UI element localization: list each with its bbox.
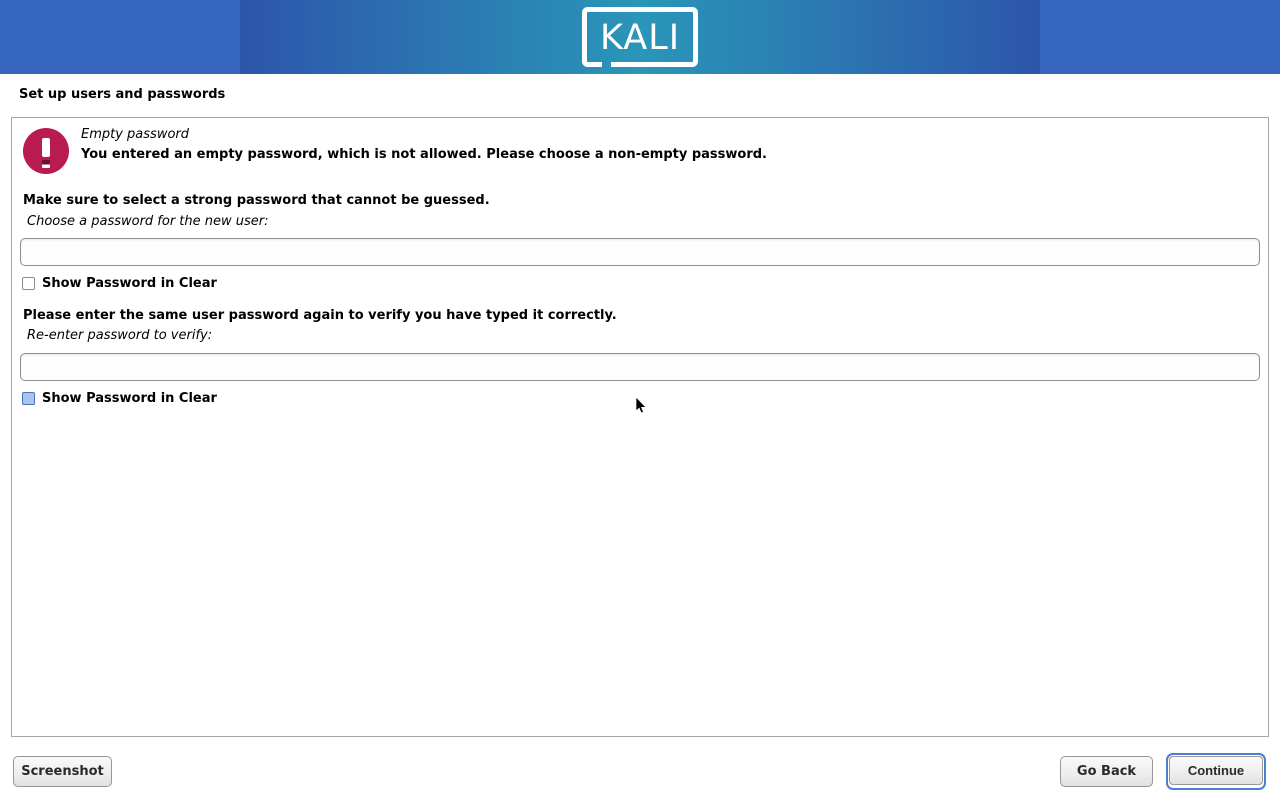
- kali-logo-text: KALI: [599, 18, 681, 58]
- screenshot-button[interactable]: Screenshot: [13, 756, 112, 787]
- error-icon-exclamation-dot: [42, 160, 50, 168]
- continue-button-focus-ring: [1166, 753, 1266, 790]
- show-verify-password-checkbox[interactable]: [22, 392, 35, 405]
- error-icon-exclamation-bar: [42, 138, 50, 157]
- error-title: Empty password: [81, 127, 189, 142]
- page-title: Set up users and passwords: [19, 87, 226, 102]
- kali-logo-icon: [582, 7, 698, 67]
- mouse-cursor: [636, 397, 648, 415]
- show-password-checkbox[interactable]: [22, 277, 35, 290]
- error-message: You entered an empty password, which is not allowed. Please choose a non-empty password.: [81, 147, 767, 162]
- error-icon: [23, 128, 69, 174]
- show-password-label[interactable]: Show Password in Clear: [42, 276, 217, 291]
- verify-password-input[interactable]: [20, 353, 1260, 381]
- show-verify-password-label[interactable]: Show Password in Clear: [42, 391, 217, 406]
- strong-password-hint: Make sure to select a strong password that cannot be guessed.: [23, 193, 490, 208]
- header-banner: [0, 0, 1280, 74]
- reenter-password-label: Re-enter password to verify:: [27, 328, 213, 343]
- continue-button[interactable]: Continue: [1169, 756, 1263, 785]
- choose-password-label: Choose a password for the new user:: [27, 214, 269, 229]
- go-back-button[interactable]: Go Back: [1060, 756, 1153, 787]
- verify-password-hint: Please enter the same user password again to verify you have typed it correctly.: [23, 308, 617, 323]
- content-frame: [11, 117, 1269, 737]
- password-input[interactable]: [20, 238, 1260, 266]
